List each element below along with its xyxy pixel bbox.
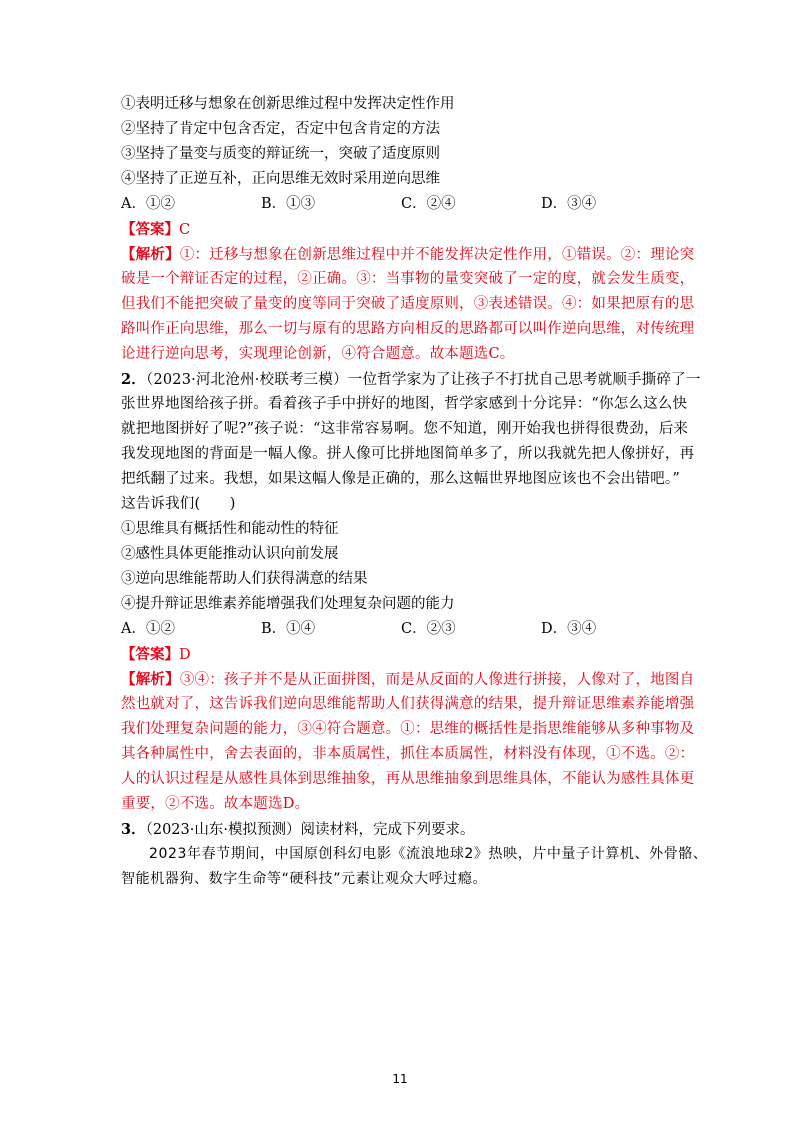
option-d: D．③④ <box>541 196 597 212</box>
analysis-line: 路叫作正向思维，那么一切与原有的思路方向相反的思路都可以叫作逆向思维，对传统理 <box>121 321 695 337</box>
statement-3: ③逆向思维能帮助人们获得满意的结果 <box>121 571 368 587</box>
stem-line: 这告诉我们( ) <box>121 496 236 512</box>
analysis <box>121 242 695 367</box>
question-number: 2． <box>121 371 146 388</box>
statement-1: ①思维具有概括性和能动性的特征 <box>121 521 339 537</box>
answer-value: D <box>179 647 191 663</box>
page-content <box>121 92 708 892</box>
analysis-line: 人的认识过程是从感性具体到思维抽象，再从思维抽象到思维具体，不能认为感性具体更 <box>121 771 695 787</box>
stem-line: 我发现地图的背面是一幅人像。拼人像可比拼地图简单多了，所以我就先把人像拼好，再 <box>121 446 695 462</box>
statement-3: ③坚持了量变与质变的辩证统一，突破了适度原则 <box>121 146 440 162</box>
stem-line: 把纸翻了过来。我想，如果这幅人像是正确的，那么这幅世界地图应该也不会出错吧。” <box>121 471 680 487</box>
option-b: B．①③ <box>261 196 316 212</box>
statement-1: ①表明迁移与想象在创新思维过程中发挥决定性作用 <box>121 96 455 112</box>
answer-label: 【答案】 <box>121 646 179 663</box>
option-c: C．②③ <box>401 621 456 637</box>
material-line: 智能机器狗、数字生命等“硬科技”元素让观众大呼过瘾。 <box>121 871 488 887</box>
question-source: （2023·河北沧州·校联考三模） <box>146 372 348 388</box>
analysis-line: ③④：孩子并不是从正面拼图，而是从反面的人像进行拼接，人像对了，地图自 <box>179 672 695 688</box>
answer-line <box>121 217 681 242</box>
answer-label: 【答案】 <box>121 221 179 238</box>
analysis-line: 我们处理复杂问题的能力，③④符合题意。①：思维的概括性是指思维能够从多种事物及 <box>121 721 695 737</box>
option-b: B．①④ <box>261 621 316 637</box>
question-1 <box>121 92 695 367</box>
analysis-line: 重要，②不选。故本题选D。 <box>121 796 310 812</box>
stem-line: 一位哲学家为了让孩子不打扰自己思考就顺手撕碎了一 <box>347 372 701 388</box>
question-3 <box>121 817 708 892</box>
option-c: C．②④ <box>401 196 456 212</box>
option-d: D．③④ <box>541 621 597 637</box>
analysis-label: 【解析】 <box>121 246 180 263</box>
statement-4: ④坚持了正逆互补，正向思维无效时采用逆向思维 <box>121 171 440 187</box>
question-source: （2023·山东·模拟预测） <box>145 822 301 838</box>
statement-2: ②坚持了肯定中包含否定，否定中包含肯定的方法 <box>121 121 440 137</box>
answer-options <box>121 192 681 217</box>
statement-2: ②感性具体更能推动认识向前发展 <box>121 546 339 562</box>
page-number: 11 <box>392 1072 408 1086</box>
question-2 <box>121 367 701 817</box>
question-stem: 阅读材料，完成下列要求。 <box>300 822 475 838</box>
option-a: A．①② <box>121 196 175 212</box>
stem-line: 就把地图拼好了呢?”孩子说：“这非常容易啊。您不知道，刚开始我也拼得很费劲，后来 <box>121 421 689 437</box>
analysis-label: 【解析】 <box>121 671 180 688</box>
statement-4: ④提升辩证思维素养能增强我们处理复杂问题的能力 <box>121 596 455 612</box>
stem-line: 张世界地图给孩子拼。看着孩子手中拼好的地图，哲学家感到十分诧异：“你怎么这么快 <box>121 396 688 412</box>
material-line: 2023年春节期间，中国原创科幻电影《流浪地球2》热映，片中量子计算机、外骨骼、 <box>149 846 708 862</box>
answer-options <box>121 617 681 642</box>
analysis-line: 但我们不能把突破了量变的度等同于突破了适度原则，③表述错误。④：如果把原有的思 <box>121 296 695 312</box>
analysis-line: 破是一个辩证否定的过程，②正确。③：当事物的量变突破了一定的度，就会发生质变， <box>121 271 695 287</box>
option-a: A．①② <box>121 621 175 637</box>
answer-value: C <box>179 222 191 238</box>
material-text <box>121 842 708 892</box>
analysis <box>121 667 695 817</box>
question-number: 3． <box>121 821 146 838</box>
analysis-line: 论进行逆向思考，实现理论创新，④符合题意。故本题选C。 <box>121 346 515 362</box>
analysis-line: 然也就对了，这告诉我们逆向思维能帮助人们获得满意的结果，提升辩证思维素养能增强 <box>121 696 695 712</box>
analysis-line: ①：迁移与想象在创新思维过程中并不能发挥决定性作用，①错误。②：理论突 <box>179 247 695 263</box>
answer-line <box>121 642 681 667</box>
analysis-line: 其各种属性中，舍去表面的，非本质属性，抓住本质属性，材料没有体现，①不选。②： <box>121 746 695 762</box>
